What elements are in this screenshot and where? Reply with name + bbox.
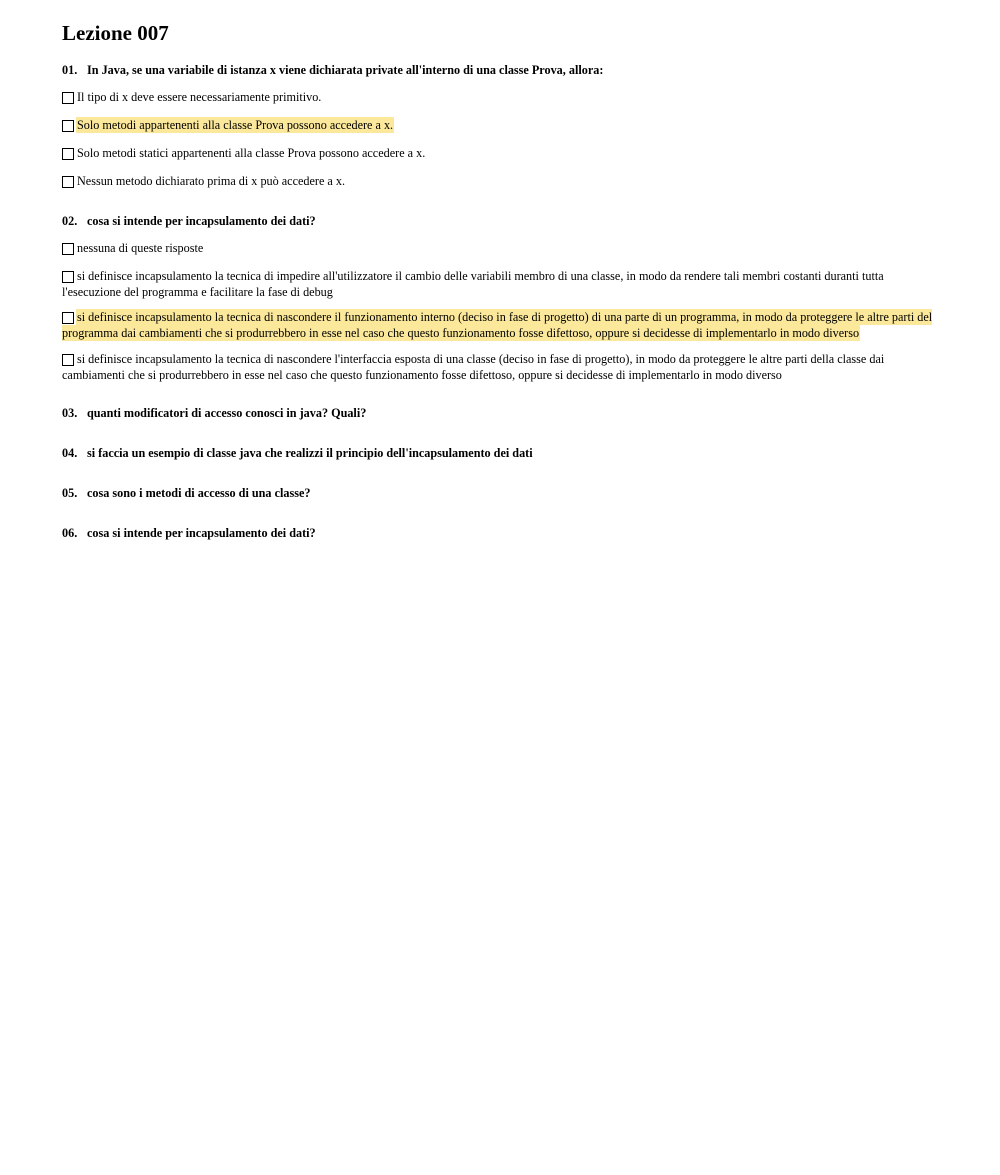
option-02-d (62, 351, 937, 383)
answer-checkbox[interactable] (62, 354, 74, 366)
answer-checkbox[interactable] (62, 312, 74, 324)
option-01-b (62, 117, 937, 133)
option-text: nessuna di queste risposte (77, 241, 204, 255)
question-06 (62, 526, 937, 541)
option-text: Nessun metodo dichiarato prima di x può accedere a x. (77, 174, 346, 188)
question-text: quanti modificatori di accesso conosci in java? Quali? (87, 406, 367, 420)
answer-checkbox[interactable] (62, 243, 74, 255)
question-number: 02. (62, 214, 78, 228)
question-text: In Java, se una variabile di istanza x viene dichiarata private all'interno di una classe Prova, allora: (87, 63, 604, 77)
option-text: si definisce incapsulamento la tecnica di nascondere l'interfaccia esposta di una classe (deciso in fase di progetto), in modo da proteggere le altre parti della classe dai cambiamenti che si produrrebbero in esse nel caso che questo funzionamento fosse difettoso, oppure si decidesse di implementarlo in modo diverso (62, 352, 885, 382)
answer-checkbox[interactable] (62, 92, 74, 104)
answer-checkbox[interactable] (62, 176, 74, 188)
option-text-highlighted: si definisce incapsulamento la tecnica di nascondere il funzionamento interno (deciso in fase di progetto) di una parte di un programma, in modo da proteggere le altre parti del programma dai cambiamenti che si produrrebbero in esse nel caso che questo funzionamento fosse difettoso, oppure si decidesse di implementarlo in modo diverso (62, 310, 933, 340)
question-01 (62, 63, 937, 78)
question-text: si faccia un esempio di classe java che realizzi il principio dell'incapsulamento dei dati (87, 446, 533, 460)
option-02-a (62, 240, 937, 256)
question-number: 01. (62, 63, 78, 77)
question-text: cosa si intende per incapsulamento dei dati? (87, 526, 316, 540)
question-04 (62, 446, 937, 461)
option-text: si definisce incapsulamento la tecnica di impedire all'utilizzatore il cambio delle variabili membro di una classe, in modo da rendere tali membri costanti duranti tutta l'esecuzione del programma e facilitare la fase di debug (62, 269, 884, 299)
option-text: Il tipo di x deve essere necessariamente primitivo. (77, 90, 322, 104)
question-number: 03. (62, 406, 78, 420)
option-02-b (62, 268, 937, 300)
answer-checkbox[interactable] (62, 148, 74, 160)
question-text: cosa si intende per incapsulamento dei dati? (87, 214, 316, 228)
question-number: 06. (62, 526, 78, 540)
option-01-c (62, 145, 937, 161)
question-number: 04. (62, 446, 78, 460)
question-02 (62, 214, 937, 229)
question-text: cosa sono i metodi di accesso di una classe? (87, 486, 311, 500)
option-text: Solo metodi statici appartenenti alla classe Prova possono accedere a x. (77, 146, 426, 160)
question-05 (62, 486, 937, 501)
option-text-highlighted: Solo metodi appartenenti alla classe Prova possono accedere a x. (77, 118, 394, 132)
option-02-c (62, 309, 937, 341)
option-01-d (62, 173, 937, 189)
page-title: Lezione 007 (62, 21, 169, 45)
question-03 (62, 406, 937, 421)
answer-checkbox[interactable] (62, 271, 74, 283)
answer-checkbox[interactable] (62, 120, 74, 132)
question-number: 05. (62, 486, 78, 500)
option-01-a (62, 89, 937, 105)
